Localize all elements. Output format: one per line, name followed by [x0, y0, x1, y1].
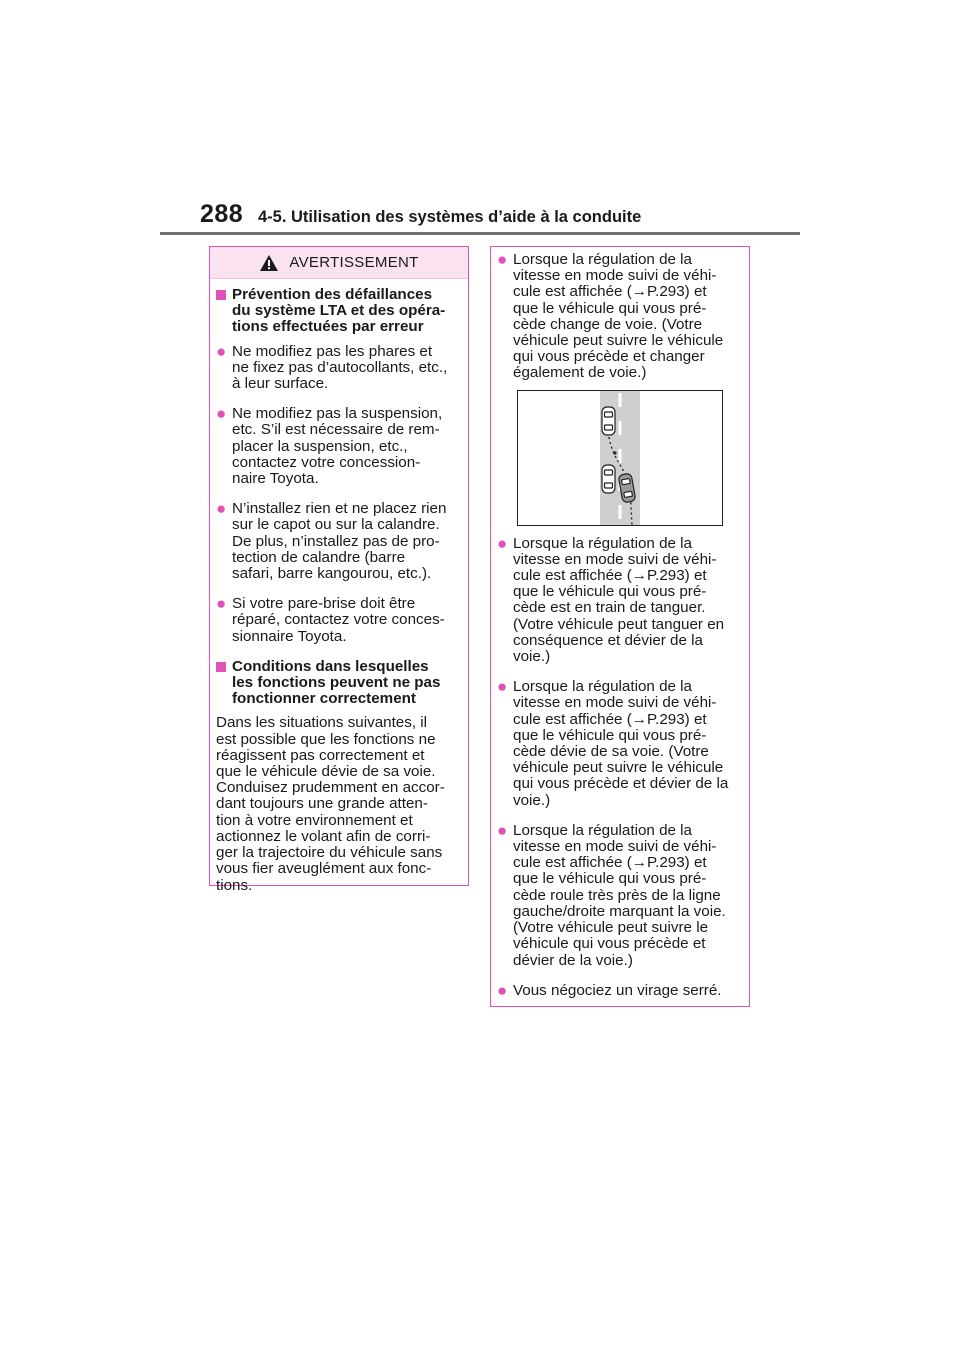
warning-box [209, 246, 469, 894]
section-heading-text: Prévention des défaillances du système LTA et des opéra- tions effectuées par erreur [232, 286, 446, 336]
section-heading [216, 659, 462, 708]
lane-diagram-svg [518, 391, 722, 525]
circle-bullet-icon: ● [497, 820, 508, 840]
list-item [497, 820, 743, 969]
list-item-text: Lorsque la régulation de la vitesse en mode suivi de véhi- cule est affichée (→P.293) et que le véhicule qui vous pré- cède dévie de sa voie. (Votre véhicule peut suivre le véhicule qui vous précède et dévier de la voie.) [513, 678, 729, 809]
header-rule [160, 232, 800, 235]
list-item [497, 679, 743, 809]
circle-bullet-icon: ● [216, 499, 227, 519]
section-heading-text: Conditions dans lesquelles les fonctions peuvent ne pas fonctionner correctement [232, 657, 441, 708]
list-item [216, 406, 462, 487]
warning-triangle-icon [259, 254, 279, 272]
warning-title: AVERTISSEMENT [289, 254, 419, 271]
warning-content [210, 279, 468, 894]
list-item-text: Lorsque la régulation de la vitesse en mode suivi de véhi- cule est affichée (→P.293) et que le véhicule qui vous pré- cède change de voie. (Votre véhicule peut suivre le véhicule qui vous précède et changer également de voie.) [513, 251, 724, 382]
list-item [216, 501, 462, 582]
list-item-text: Lorsque la régulation de la vitesse en mode suivi de véhi- cule est affichée (→P.293) et que le véhicule qui vous pré- cède roule très près de la ligne gauche/droite marquant la voie. (Votre véhicule peut suivre le véhicule qui vous précède et dévier de la voie.) [513, 821, 726, 969]
list-item [216, 341, 462, 393]
list-item-text: Ne modifiez pas les phares et ne fixez pas d’autocollants, etc., à leur surface. [232, 342, 448, 393]
square-bullet-icon [216, 287, 232, 336]
list-item [497, 980, 743, 1000]
list-item [497, 533, 743, 666]
section-paragraph: Dans les situations suivantes, il est possible que les fonctions ne réagissent pas correctement et que le véhicule dévie de sa voie. Conduisez prudemment en accor- dant toujours une grande atten- tion à votre environnement et actionnez le volant afin de corri- ger la trajectoire du véhicule sans vous fier aveuglément aux fonc- tions. [216, 714, 445, 894]
circle-bullet-icon: ● [216, 594, 227, 614]
list-item [216, 596, 462, 645]
square-bullet-icon [216, 659, 232, 708]
circle-bullet-icon: ● [497, 677, 508, 697]
conditions-box [490, 246, 750, 1007]
warning-header [210, 247, 468, 279]
list-item-text: Si votre pare-brise doit être réparé, contactez votre conces- sionnaire Toyota. [232, 595, 445, 645]
chapter-title: 4-5. Utilisation des systèmes d’aide à la conduite [258, 208, 642, 226]
list-item-text: Ne modifiez pas la suspension, etc. S’il est nécessaire de rem- placer la suspension, etc., contactez votre concession- naire Toyota. [232, 405, 443, 488]
section-heading [216, 287, 462, 336]
list-item-text: Vous négociez un virage serré. [513, 981, 722, 999]
page-number: 288 [200, 200, 244, 228]
list-item [497, 252, 743, 382]
conditions-content [491, 247, 749, 999]
circle-bullet-icon: ● [497, 250, 508, 269]
list-item-text: N’installez rien et ne placez rien sur le capot ou sur la calandre. De plus, n’installez pas de pro- tection de calandre (barre safari, barre kangourou, etc.). [232, 500, 447, 583]
lane-change-illustration [517, 390, 723, 526]
leading-car-icon [602, 407, 615, 435]
circle-bullet-icon: ● [216, 341, 227, 361]
circle-bullet-icon: ● [216, 404, 227, 424]
circle-bullet-icon: ● [497, 980, 508, 1000]
circle-bullet-icon: ● [497, 533, 508, 553]
trajectory-dot [613, 451, 616, 454]
list-item-text: Lorsque la régulation de la vitesse en mode suivi de véhi- cule est affichée (→P.293) et que le véhicule qui vous pré- cède est en train de tanguer. (Votre véhicule peut tanguer en conséquence et dévier de la voie.) [513, 534, 725, 666]
parked-car-icon [602, 465, 615, 493]
